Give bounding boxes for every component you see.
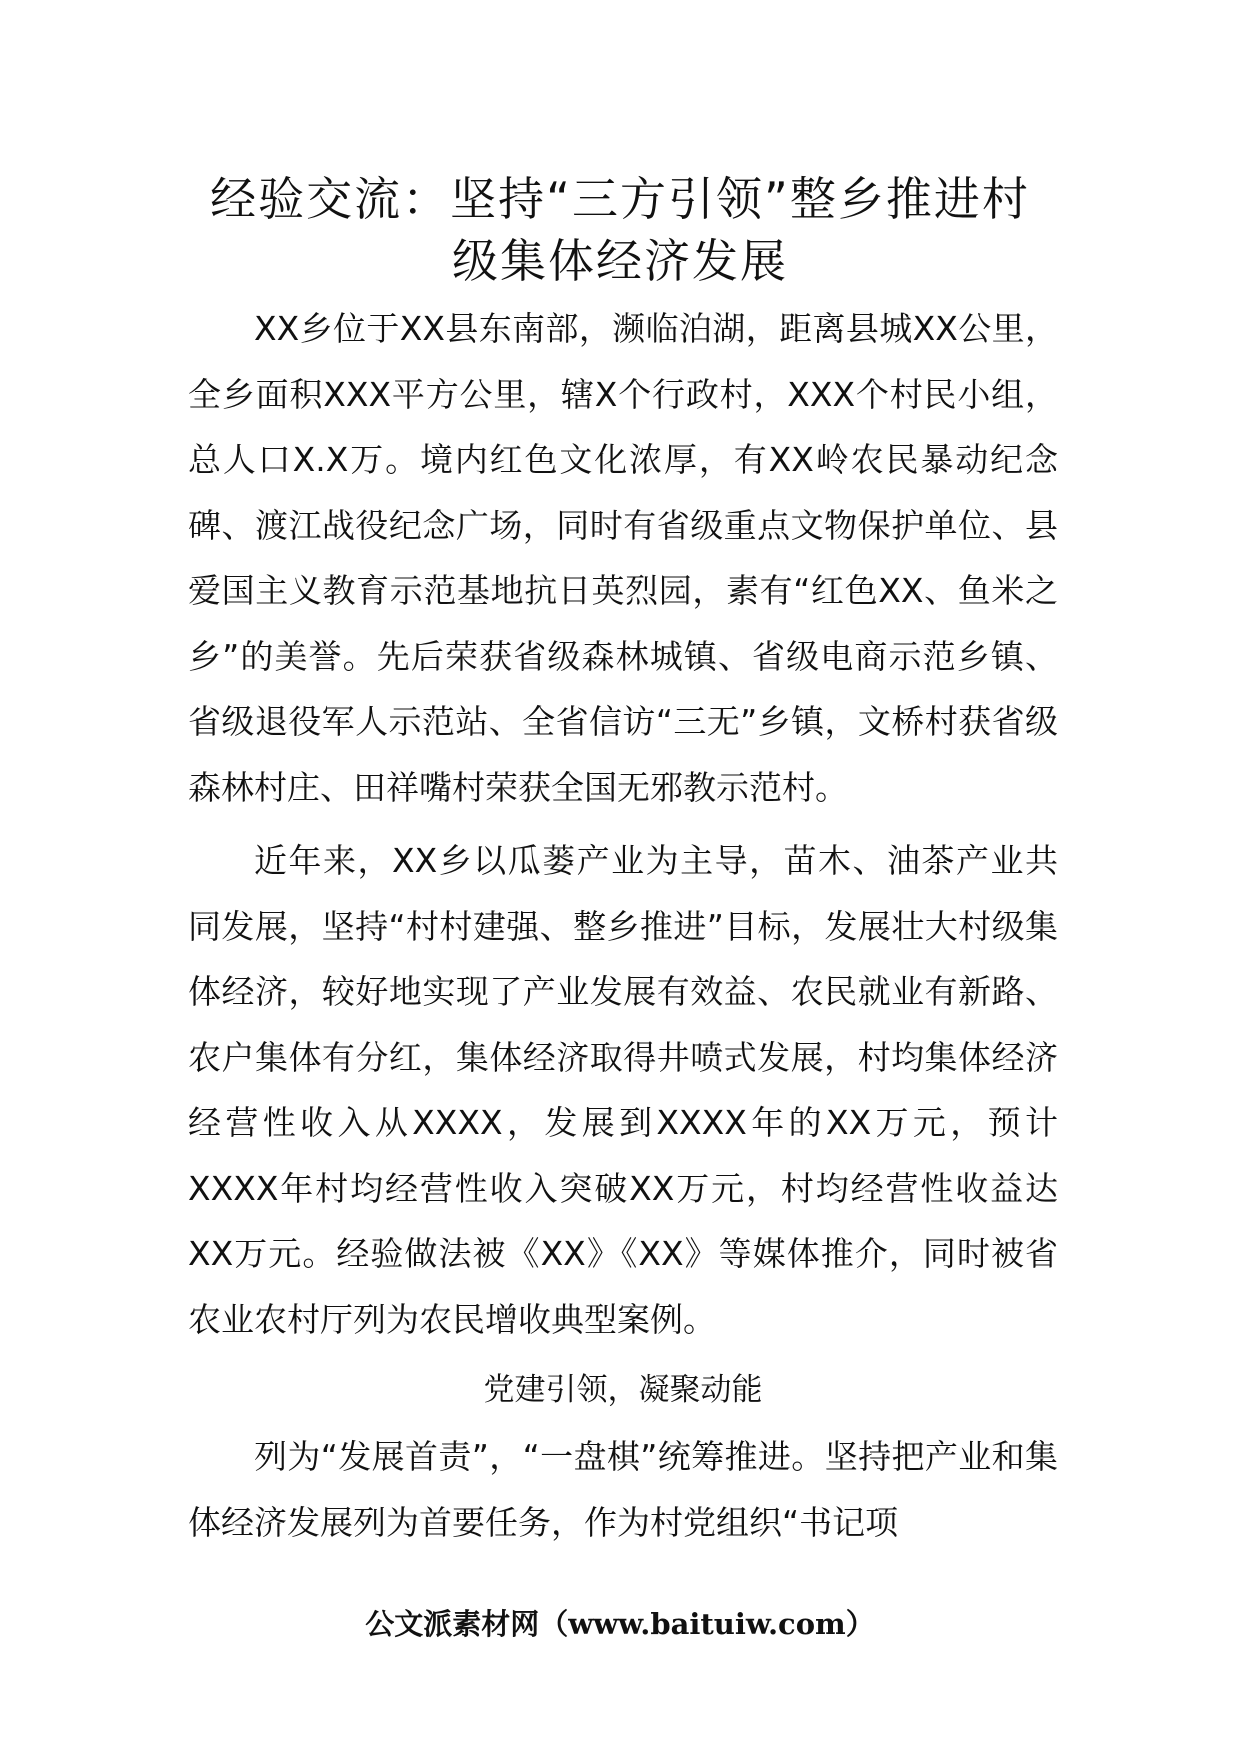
- paragraph-intro: XX乡位于XX县东南部，濒临泊湖，距离县城XX公里，全乡面积XXX平方公里，辖X个行政村，XXX个村民小组，总人口X.X万。境内红色文化浓厚，有XX岭农民暴动纪念碑、渡江战役纪念广场，同时有省级重点文物保护单位、县爱国主义教育示范基地抗日英烈园，素有“红色XX、鱼米之乡”的美誉。先后荣获省级森林城镇、省级电商示范乡镇、省级退役军人示范站、全省信访“三无”乡镇，文桥村获省级森林村庄、田祥嘴村荣获全国无邪教示范村。: [188, 309, 1058, 807]
- paragraph-recent-years: 近年来，XX乡以瓜蒌产业为主导，苗木、油茶产业共同发展，坚持“村村建强、整乡推进”目标，发展壮大村级集体经济，较好地实现了产业发展有效益、农民就业有新路、农户集体有分红，集体经济取得井喷式发展，村均集体经济经营性收入从XXXX，发展到XXXX年的XX万元，预计XXXX年村均经营性收入突破XX万元，村均经营性收益达XX万元。经验做法被《XX》《XX》等媒体推介，同时被省农业农村厅列为农民增收典型案例。: [188, 841, 1058, 1339]
- document-body: [188, 296, 1058, 1563]
- title-line-2: 级集体经济发展: [452, 234, 788, 288]
- title-line-1: 经验交流：坚持“三方引领”整乡推进村: [210, 172, 1030, 226]
- footer-watermark: 公文派素材网（www.baituiw.com）: [365, 1607, 875, 1641]
- document-title: [190, 168, 1050, 292]
- paragraph-first-duty: 列为“发展首责”，“一盘棋”统筹推进。坚持把产业和集体经济发展列为首要任务，作为村党组织“书记项: [188, 1437, 1058, 1542]
- section-heading-party-building: 党建引领，凝聚动能: [483, 1372, 763, 1408]
